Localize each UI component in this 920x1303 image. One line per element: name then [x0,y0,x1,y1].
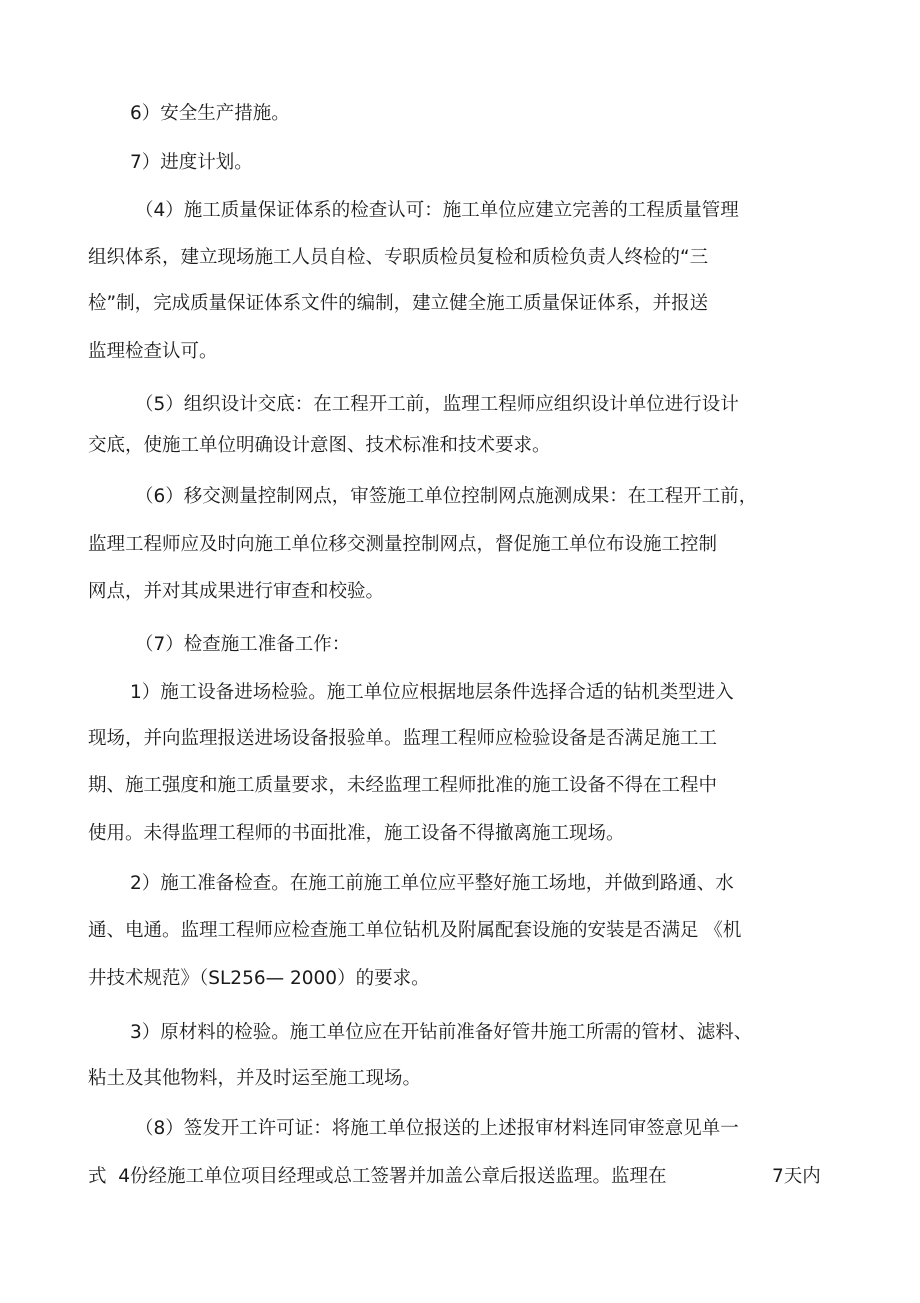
text-line-16: 使用。未得监理工程师的书面批准，施工设备不得撤离施工现场。 [88,823,625,844]
text-line-15: 期、施工强度和施工质量要求，未经监理工程师批准的施工设备不得在工程中 [88,775,718,796]
text-line-9: （6）移交测量控制网点，审签施工单位控制网点施测成果：在工程开工前， [135,486,758,507]
text-line-24: 7天内 [772,1166,821,1187]
text-line-1: 6）安全生产措施。 [130,103,290,124]
text-line-23: 式 4份经施工单位项目经理或总工签署并加盖公章后报送监理。监理在 [88,1166,667,1187]
text-line-18: 通、电通。监理工程师应检查施工单位钻机及附属配套设施的安装是否满足 《机 [88,920,742,941]
text-line-2: 7）进度计划。 [130,152,253,173]
text-line-17: 2）施工准备检查。在施工前施工单位应平整好施工场地，并做到路通、水 [130,873,734,894]
text-line-4: 组织体系，建立现场施工人员自检、专职质检员复检和质检负责人终检的“三 [88,247,709,268]
text-line-11: 网点，并对其成果进行审查和校验。 [88,581,385,602]
text-line-12: （7）检查施工准备工作： [135,634,351,655]
text-line-20: 3）原材料的检验。施工单位应在开钻前准备好管井施工所需的管材、滤料、 [130,1022,753,1043]
text-line-8: 交底，使施工单位明确设计意图、技术标准和技术要求。 [88,435,551,456]
text-line-10: 监理工程师应及时向施工单位移交测量控制网点，督促施工单位布设施工控制 [88,534,718,555]
text-line-7: （5）组织设计交底：在工程开工前，监理工程师应组织设计单位进行设计 [135,394,739,415]
text-line-13: 1）施工设备进场检验。施工单位应根据地层条件选择合适的钻机类型进入 [130,682,734,703]
text-line-14: 现场，并向监理报送进场设备报验单。监理工程师应检验设备是否满足施工工 [88,728,718,749]
text-line-3: （4）施工质量保证体系的检查认可：施工单位应建立完善的工程质量管理 [135,200,739,221]
text-line-22: （8）签发开工许可证：将施工单位报送的上述报审材料连同审签意见单一 [135,1118,739,1139]
text-line-21: 粘土及其他物料，并及时运至施工现场。 [88,1068,422,1089]
text-line-19: 井技术规范》（SL256— 2000）的要求。 [88,968,430,989]
text-line-6: 监理检查认可。 [88,341,218,362]
text-line-5: 检”制，完成质量保证体系文件的编制，建立健全施工质量保证体系，并报送 [88,293,709,314]
